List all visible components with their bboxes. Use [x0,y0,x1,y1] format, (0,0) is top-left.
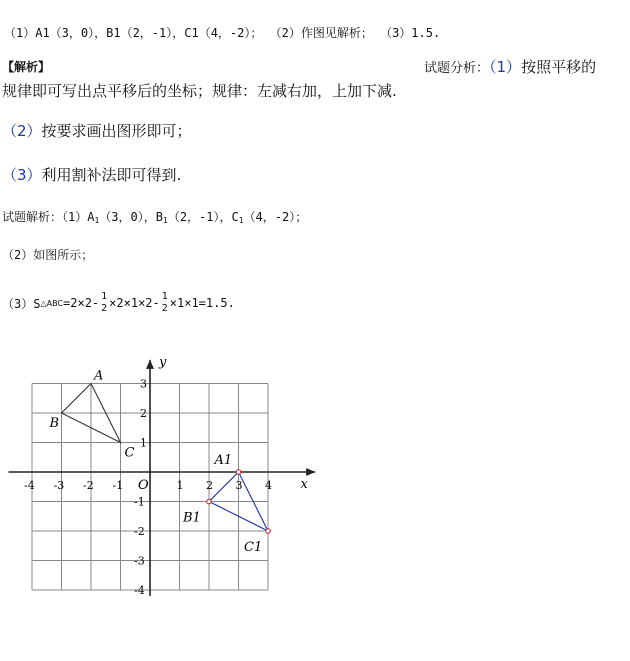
translated-vertex-a1 [236,470,241,475]
x-axis-arrow-icon [306,468,315,476]
solution-label: 试题解析： [2,210,63,224]
analysis-item1-text-b: 规律即可写出点平移后的坐标；规律：左减右加，上加下减. [2,82,397,100]
analysis-item1-number: （1） [489,58,522,76]
analysis-item2-text: 按要求画出图形即可； [41,122,192,140]
original-label-c: C [124,445,135,461]
answer-part1: （1）A1（3，0），B1（2，-1），C1（4，-2）； [4,26,263,40]
translated-vertex-c1 [266,529,271,534]
y-tick-label: -3 [134,554,145,568]
analysis-item3-number: （3） [2,166,42,184]
y-tick-label: 3 [140,377,147,391]
coordinate-graph [0,340,340,600]
analysis-item3-text: 利用割补法即可得到. [41,166,182,184]
area-expr-a: =2×2- [63,296,100,310]
y-tick-label: -2 [134,525,145,538]
x-tick-label: -4 [24,479,35,492]
solution-c1-coord: （4，-2）； [243,210,308,224]
solution-line1 [2,208,307,225]
area-expr-b: ×2×1×2- [109,296,160,310]
area-expr-c: ×1×1=1.5. [169,296,235,310]
x-tick-label: -3 [53,479,65,492]
origin-label: O [138,478,149,493]
fraction-numerator: 1 [101,291,108,302]
fraction-denominator: 2 [101,303,108,314]
y-tick-label: 1 [140,436,147,450]
y-axis-label: y [159,354,167,370]
answer-line [4,24,440,41]
x-tick-label: 3 [235,479,243,492]
x-tick-label: -2 [83,479,94,492]
y-axis-arrow-icon [146,360,154,369]
translated-label-a1: A1 [214,453,233,468]
analysis-item2-number: （2） [2,122,42,140]
translated-vertex-b1 [207,499,212,504]
fraction-half [162,291,168,315]
y-tick-label: 2 [140,407,147,420]
solution-b1-coord: （2，-1），C [167,210,239,224]
analysis-heading: 【解析】 [2,60,51,74]
fraction-half [101,291,107,315]
x-tick-label: 2 [206,479,213,492]
solution-line2: （2）如图所示； [2,248,94,262]
translated-label-b1: B1 [183,510,201,526]
translated-label-c1: C1 [244,540,263,555]
original-label-b: B [49,416,60,431]
answer-part3: （3）1.5. [380,26,441,40]
analysis-item3 [2,164,181,185]
solution-a1-prefix: （1）A [62,210,95,224]
y-tick-label: -1 [134,495,145,509]
x-tick-label: 4 [265,479,272,492]
analysis-item2 [2,120,192,141]
analysis-intro: 试题分析： [424,61,490,76]
y-tick-label: -4 [134,584,145,597]
area-symbol: （3）S [2,296,41,311]
x-tick-label: 1 [176,479,184,492]
fraction-numerator: 1 [161,291,168,302]
solution-line3 [2,286,235,320]
analysis-intro-line [424,56,596,77]
area-subscript: △ABC [40,298,64,308]
analysis-item1-text-a: 按照平移的 [521,58,597,76]
answer-part2: （2）作图见解析； [269,26,373,40]
x-tick-label: -1 [112,479,124,492]
x-axis-label: x [300,477,308,492]
fraction-denominator: 2 [161,303,168,314]
solution-a1-coord: （3，0），B [99,210,163,224]
original-label-a: A [94,368,104,384]
subscript-1: 1 [238,216,244,225]
subscript-1: 1 [162,216,168,225]
subscript-1: 1 [94,216,100,225]
